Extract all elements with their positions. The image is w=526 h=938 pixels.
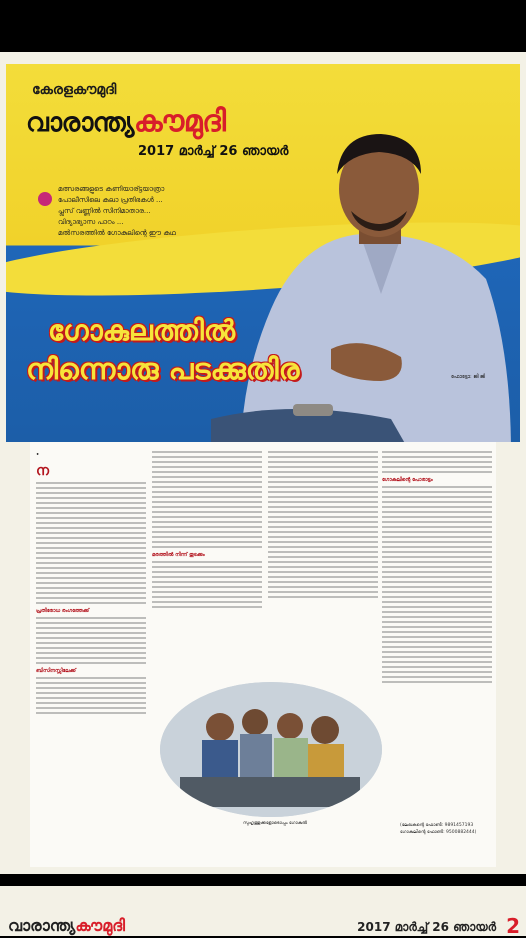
headline-line1: ഗോകുലത്തിൽ — [48, 314, 236, 347]
teaser-line: പ്ലസ് വണ്ണിൽ സിനിമാതാര... — [58, 207, 151, 215]
next-page-masthead — [8, 916, 125, 936]
page-gap — [0, 874, 526, 886]
group-photo — [160, 682, 382, 817]
next-page-header — [0, 886, 526, 936]
top-black-bar — [0, 0, 526, 52]
portrait-photo — [211, 119, 520, 442]
headline — [26, 314, 316, 387]
hero-banner — [6, 64, 520, 442]
contact-info — [400, 822, 476, 836]
column-kicker: • — [36, 452, 40, 458]
teaser-line: മത്സരങ്ങളുടെ കണിയാര്ട്ടയാത്രാ — [58, 185, 165, 193]
article-column-4 — [382, 448, 492, 848]
next-masthead-prefix: വാരാന്ത്യ — [8, 916, 76, 935]
article-column-1 — [36, 448, 146, 848]
next-page-date: 2017 മാർച്ച് 26 ഞായർ — [357, 920, 496, 934]
teaser-line: പോലീസിലെ കലാ പ്രതിഭകൾ ... — [58, 196, 163, 204]
article-column-3 — [268, 448, 378, 678]
signature-line: (ലേഖകന്റെ ഫോൺ: 9891457193 — [400, 823, 474, 828]
issue-date: 2017 മാർച്ച് 26 ഞായർ — [138, 144, 289, 159]
teaser-line: വിദ്യാഭ്യാസ പാഠം ... — [58, 218, 124, 226]
article-body — [30, 442, 496, 867]
subhead: ഗോകുലിന്റെ പോരാട്ടം — [382, 477, 433, 483]
masthead-prefix: വാരാന്ത്യ — [26, 108, 134, 138]
subhead: ബിസിനസ്സിലേക്ക് — [36, 668, 76, 674]
masthead-accent: കൗമുദി — [133, 104, 226, 139]
dropcap: ന — [36, 463, 49, 479]
newspaper-page — [0, 52, 526, 874]
portrait-caption: ഫോട്ടോ: ജി ജി — [451, 374, 486, 380]
article-column-2 — [152, 448, 262, 678]
next-masthead-accent: കൗമുദി — [75, 916, 125, 935]
signature-line: ഗോകുലിന്റെ ഫോൺ: 9500882444) — [400, 830, 477, 835]
subhead: പ്രതിരോധ രംഗത്തേക്ക് — [36, 608, 90, 614]
page-number: 2 — [506, 914, 520, 938]
subhead: മരത്തിൽ നിന്ന് തുടക്കം — [152, 552, 205, 558]
group-photo-caption: സുഹൃത്തുക്കളോടൊപ്പം ഗോകുൽ — [242, 821, 308, 826]
brand-small: കേരളകൗമുദി — [32, 82, 117, 98]
teaser-line: മൽസരത്തിൽ ഗോകുലിന്റെ ഈ കഥ — [58, 229, 176, 237]
masthead-title — [26, 104, 225, 139]
headline-line2: നിന്നൊരു പടക്കുതിര — [26, 352, 300, 386]
group-photo-image — [160, 682, 382, 817]
